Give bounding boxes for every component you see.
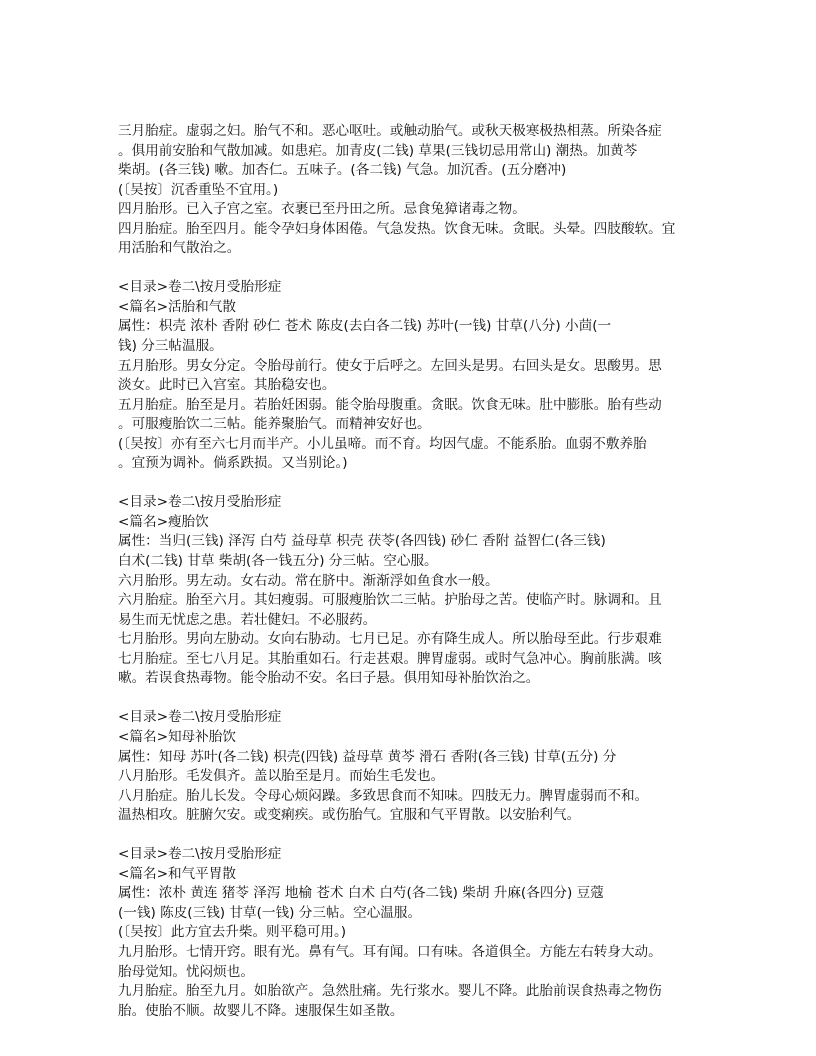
text-line: 钱) 分三帖温服。 bbox=[118, 338, 223, 355]
text-line: 白术(二钱) 甘草 柴胡(各一钱五分) 分三帖。空心服。 bbox=[118, 553, 438, 570]
text-line: 八月胎形。毛发俱齐。盖以胎至是月。而始生毛发也。 bbox=[118, 768, 445, 785]
text-line: (〔吴按〕此方宜去升柴。则平稳可用。) bbox=[118, 924, 347, 941]
text-line: 四月胎症。胎至四月。能令孕妇身体困倦。气急发热。饮食无味。贪眠。头晕。四肢酸软。宜 bbox=[118, 220, 676, 237]
document-page bbox=[118, 122, 708, 1021]
text-line: <目录>卷二\按月受胎形症 bbox=[118, 846, 282, 863]
blank-line bbox=[118, 474, 708, 494]
text-line: 七月胎症。至七八月足。其胎重如石。行走甚艰。脾胃虚弱。或时气急冲心。胸前胀满。咳 bbox=[118, 650, 662, 667]
text-line: 四月胎形。已入子宫之室。衣裹已至丹田之所。忌食兔獐诸毒之物。 bbox=[118, 201, 526, 218]
text-line: <篇名>知母补胎饮 bbox=[118, 728, 236, 745]
text-line: 嗽。若误食热毒物。能令胎动不安。名曰子悬。俱用知母补胎饮治之。 bbox=[118, 670, 540, 687]
text-line: 温热相攻。脏腑欠安。或变痢疾。或伤胎气。宜服和气平胃散。以安胎利气。 bbox=[118, 807, 581, 824]
blank-line bbox=[118, 689, 708, 709]
text-line: 易生而无忧虑之患。若壮健妇。不必服药。 bbox=[118, 611, 377, 628]
text-line: 。宜预为调补。倘系跌损。又当别论。) bbox=[118, 455, 348, 472]
text-line: 属性：当归(三钱) 泽泻 白芍 益母草 枳壳 茯苓(各四钱) 砂仁 香附 益智仁(各三钱) bbox=[118, 533, 606, 550]
text-line: 用活胎和气散治之。 bbox=[118, 240, 241, 257]
text-line: (〔吴按〕亦有至六七月而半产。小儿虽啼。而不育。均因气虚。不能系胎。血弱不敷养胎 bbox=[118, 435, 647, 452]
text-line: (〔吴按〕沉香重坠不宜用。) bbox=[118, 181, 279, 198]
text-line: (一钱) 陈皮(三钱) 甘草(一钱) 分三帖。空心温服。 bbox=[118, 904, 422, 921]
text-line: 。可服瘦胎饮二三帖。能养聚胎气。而精神安好也。 bbox=[118, 416, 431, 433]
text-line: 胎。使胎不顺。故婴儿不降。速服保生如圣散。 bbox=[118, 1002, 404, 1019]
text-line: 六月胎症。胎至六月。其妇瘦弱。可服瘦胎饮二三帖。护胎母之苦。使临产时。脉调和。且 bbox=[118, 592, 662, 609]
text-line: 属性：浓朴 黄连 猪苓 泽泻 地榆 苍术 白术 白芍(各二钱) 柴胡 升麻(各四分) 豆蔻 bbox=[118, 885, 604, 902]
blank-line bbox=[118, 826, 708, 846]
text-line: <目录>卷二\按月受胎形症 bbox=[118, 279, 282, 296]
text-line: 。俱用前安胎和气散加减。如患疟。加青皮(二钱) 草果(三钱切忌用常山) 潮热。加黄芩 bbox=[118, 142, 638, 159]
text-line: 七月胎形。男向左胁动。女向右胁动。七月已足。亦有降生成人。所以胎母至此。行步艰难 bbox=[118, 631, 662, 648]
text-line: 胎母觉知。忧闷烦也。 bbox=[118, 963, 254, 980]
text-line: 柴胡。(各三钱) 嗽。加杏仁。五味子。(各二钱) 气急。加沉香。(五分磨冲) bbox=[118, 162, 567, 179]
text-line: 九月胎症。胎至九月。如胎欲产。急然肚痛。先行浆水。婴儿不降。此胎前误食热毒之物伤 bbox=[118, 983, 662, 1000]
text-line: 属性：知母 苏叶(各二钱) 枳壳(四钱) 益母草 黄芩 滑石 香附(各三钱) 甘草(五分) 分 bbox=[118, 748, 617, 765]
text-line: <目录>卷二\按月受胎形症 bbox=[118, 494, 282, 511]
text-line: <篇名>瘦胎饮 bbox=[118, 513, 209, 530]
text-line: <篇名>和气平胃散 bbox=[118, 865, 236, 882]
text-line: 淡女。此时已入宫室。其胎稳安也。 bbox=[118, 377, 336, 394]
text-line: <目录>卷二\按月受胎形症 bbox=[118, 709, 282, 726]
text-line: 五月胎症。胎至是月。若胎妊困弱。能令胎母腹重。贪眠。饮食无味。肚中膨胀。胎有些动 bbox=[118, 396, 662, 413]
text-line: 八月胎症。胎儿长发。令母心烦闷躁。多致思食而不知味。四肢无力。脾胃虚弱而不和。 bbox=[118, 787, 649, 804]
blank-line bbox=[118, 259, 708, 279]
text-line: 六月胎形。男左动。女右动。常在脐中。渐渐浮如鱼食水一般。 bbox=[118, 572, 499, 589]
text-line: 属性：枳壳 浓朴 香附 砂仁 苍术 陈皮(去白各二钱) 苏叶(一钱) 甘草(八分) 小茴(一 bbox=[118, 318, 612, 335]
text-line: 三月胎症。虚弱之妇。胎气不和。恶心呕吐。或触动胎气。或秋天极寒极热相蒸。所染各症 bbox=[118, 123, 662, 139]
text-line: 九月胎形。七情开窍。眼有光。鼻有气。耳有闻。口有味。各道俱全。方能左右转身大动。 bbox=[118, 943, 662, 960]
text-line: 五月胎形。男女分定。令胎母前行。使女于后呼之。左回头是男。右回头是女。思酸男。思 bbox=[118, 357, 662, 374]
text-line: <篇名>活胎和气散 bbox=[118, 298, 236, 315]
